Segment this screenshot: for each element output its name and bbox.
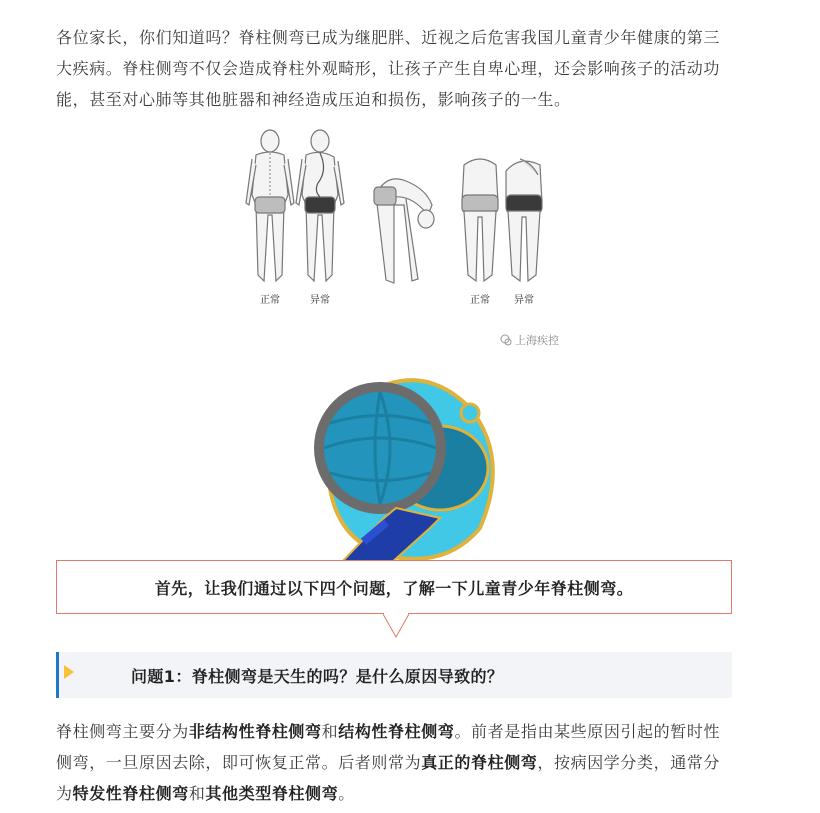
answer-bold: 特发性脊柱侧弯 <box>72 784 189 803</box>
figure-abnormal-back <box>296 130 344 281</box>
answer-text: 。前者是指由某些原因引起的暂时性侧弯，一旦原因去除，即可恢复正常。后者则常为 <box>56 722 721 772</box>
answer-bold: 结构性脊柱侧弯 <box>338 722 455 741</box>
answer-text: 和 <box>188 784 206 803</box>
wechat-icon <box>500 334 512 346</box>
answer-text: ，按病因学分类，通常分为 <box>56 753 721 803</box>
answer-text: 脊柱侧弯主要分为 <box>56 722 189 741</box>
scoliosis-illustration <box>236 125 576 353</box>
answer-bold: 其他类型脊柱侧弯 <box>205 784 339 803</box>
answer-bold: 真正的脊柱侧弯 <box>421 753 538 772</box>
label-normal-2: 正常 <box>470 295 490 306</box>
triangle-icon <box>64 665 74 679</box>
answer-text: 。 <box>338 784 355 803</box>
callout-box <box>56 560 732 614</box>
watermark <box>500 332 559 348</box>
question-heading <box>56 652 732 698</box>
answer-bold: 非结构性脊柱侧弯 <box>188 722 322 741</box>
label-abnormal-1: 异常 <box>310 295 330 306</box>
figure-normal-back <box>246 130 294 281</box>
answer-paragraph <box>56 716 736 809</box>
figure-abnormal-bend <box>506 159 542 281</box>
watermark-text: 上海疾控 <box>515 334 559 347</box>
answer-text: 和 <box>321 722 339 741</box>
callout-text: 首先，让我们通过以下四个问题，了解一下儿童青少年脊柱侧弯。 <box>154 578 634 598</box>
question-text: 问题1：脊柱侧弯是天生的吗？是什么原因导致的？ <box>131 666 504 686</box>
figure-forward-bend <box>374 179 434 283</box>
label-normal-1: 正常 <box>260 295 280 306</box>
magnifier-cartoon <box>300 368 500 564</box>
callout-tail <box>383 613 409 639</box>
label-abnormal-2: 异常 <box>514 295 534 306</box>
intro-paragraph: 各位家长，你们知道吗？脊柱侧弯已成为继肥胖、近视之后危害我国儿童青少年健康的第三大疾病。脊柱侧弯不仅会造成脊柱外观畸形，让孩子产生自卑心理，还会影响孩子的活动功能，甚至对心肺等其他脏器和神经造成压迫和损伤，影响孩子的一生。 <box>56 28 721 109</box>
figure-normal-bend <box>462 159 498 281</box>
